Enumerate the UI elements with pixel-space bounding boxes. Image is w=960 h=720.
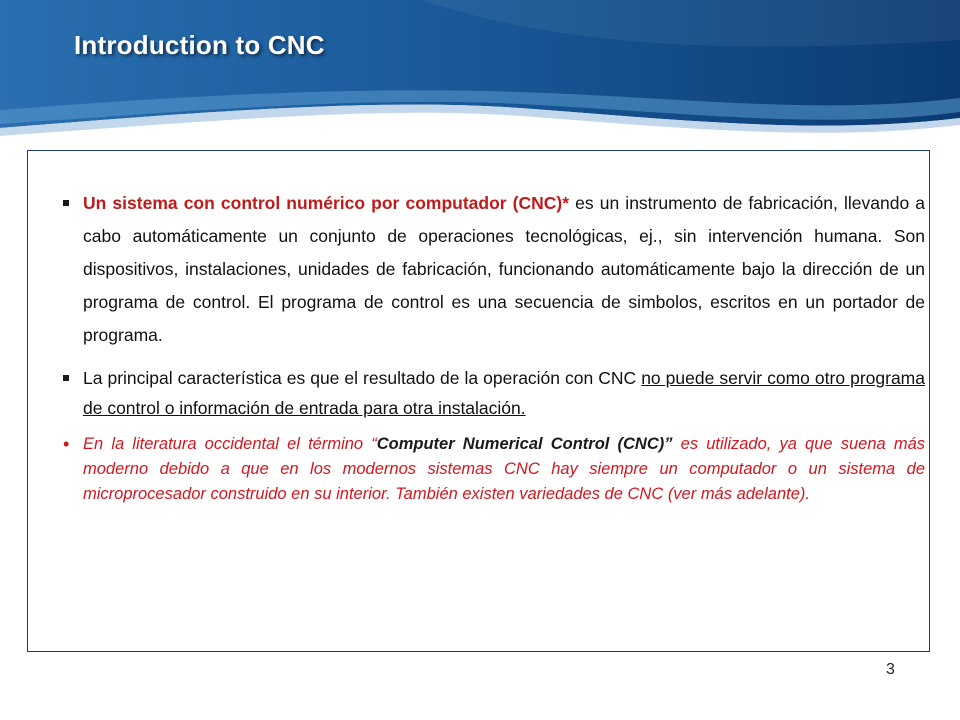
bullet-emphasis: Computer Numerical Control (CNC)”	[376, 435, 673, 453]
bullet-item	[61, 432, 925, 507]
slide-title: Introduction to CNC	[74, 30, 325, 60]
bullet-text: En la literatura occidental el término “	[83, 435, 377, 453]
bullet-item	[61, 187, 925, 352]
bullet-underlined-text: no puede servir como otro programa de control o información de entrada para otra instalación.	[83, 368, 925, 418]
bullet-text: es un instrumento de fabricación, llevando a cabo automáticamente un conjunto de operaciones tecnológicas, ej., sin intervención humana. Son dispositivos, instalaciones, unidades de fabricación, funcionando automáticamente bajo la dirección de un programa de control. El programa de control es una secuencia de simbolos, escritos en un portador de programa.	[83, 193, 926, 345]
header-banner	[0, 0, 960, 150]
bullet-list	[61, 187, 925, 507]
square-bullet-icon	[63, 363, 69, 393]
header-wave-graphic	[0, 0, 960, 150]
page-number: 3	[886, 661, 895, 678]
bullet-text: es utilizado, ya que suena más moderno debido a que en los modernos sistemas CNC hay siempre un computador o un sistema de microprocesador construido en su interior. También existen variedades de CNC (ver más adelante).	[83, 435, 926, 503]
content-box	[27, 150, 930, 652]
bullet-item	[61, 363, 925, 423]
round-bullet-icon: •	[63, 434, 70, 454]
bullet-emphasis: Un sistema con control numérico por computador (CNC)*	[83, 193, 570, 213]
bullet-text: La principal característica es que el resultado de la operación con CNC	[83, 368, 642, 388]
square-bullet-icon	[63, 187, 69, 220]
